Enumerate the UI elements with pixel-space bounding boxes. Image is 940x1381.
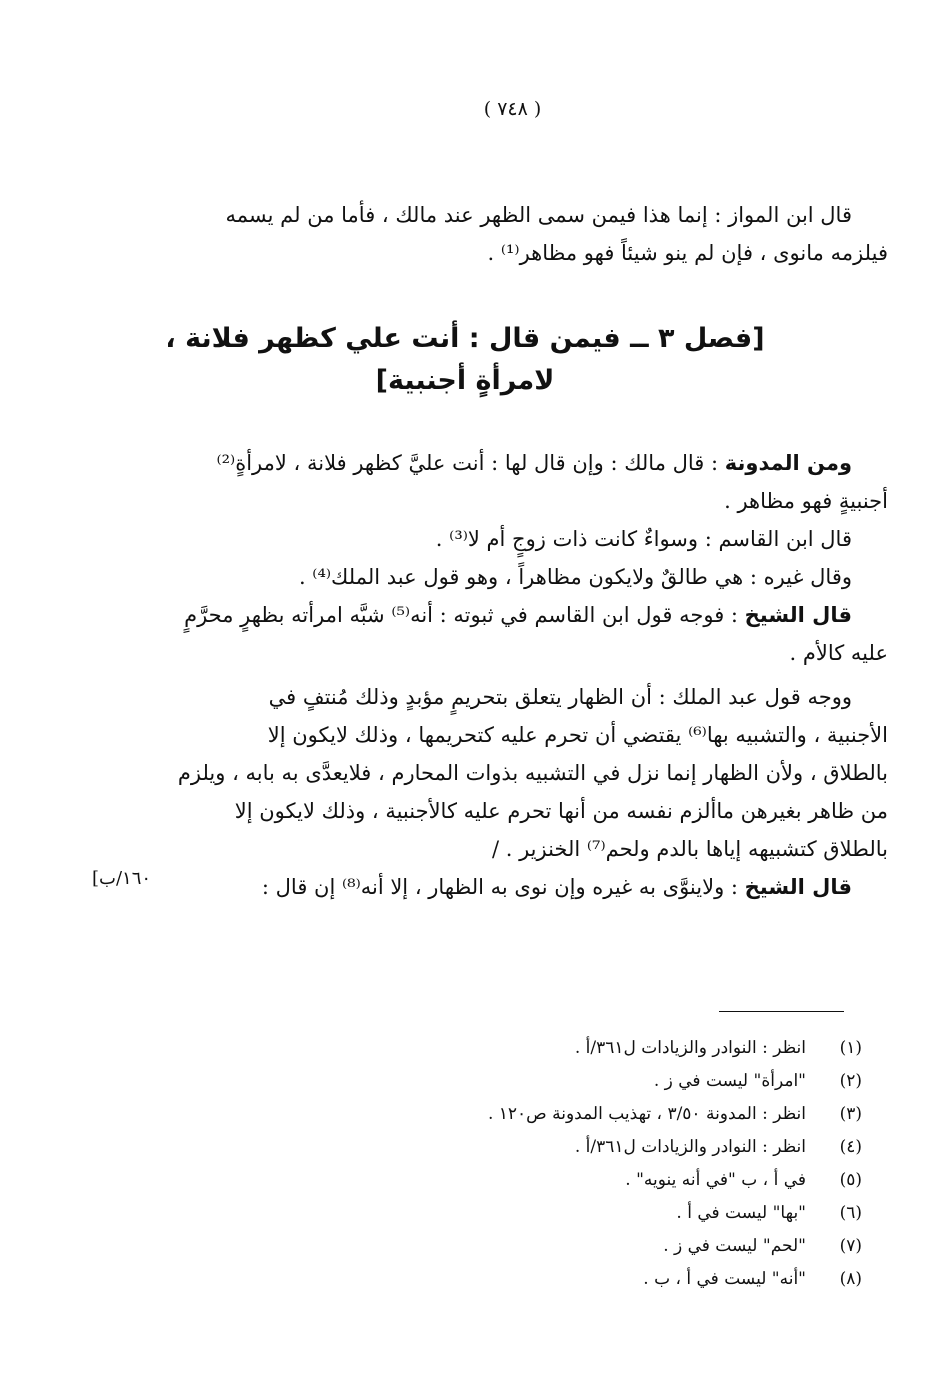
- body-line: ووجه قول عبد الملك : أن الظهار يتعلق بتحريمٍ مؤبدٍ وذلك مُنتفٍ في: [268, 685, 852, 709]
- lead-word: قال الشيخ: [744, 603, 852, 627]
- footnote: [162, 1263, 862, 1296]
- footnote-text: في أ ، ب "في أنه ينويه" .: [625, 1170, 806, 1190]
- body-line: أجنبيةٍ فهو مظاهر .: [724, 489, 888, 513]
- footnote: [162, 1164, 862, 1197]
- section-heading: [140, 318, 790, 402]
- footnote-text: "أنه" ليست في أ ، ب .: [643, 1269, 806, 1289]
- body-line: الأجنبية ، والتشبيه بها⁽⁶⁾ يقتضي أن تحرم عليه كتحريمها ، وذلك لايكون إلا: [267, 723, 888, 747]
- body-line: قال ابن القاسم : وسواءٌ كانت ذات زوجٍ أم لا⁽³⁾ .: [435, 527, 852, 551]
- footnote: [162, 1098, 862, 1131]
- body-line: [163, 596, 888, 634]
- intro-paragraph: [163, 196, 888, 272]
- footnote-number: (٦): [839, 1203, 862, 1223]
- intro-line-1: قال ابن المواز : إنما هذا فيمن سمى الظهر عند مالك ، فأما من لم يسمه: [225, 203, 852, 227]
- footnote-text: "بها" ليست في أ .: [676, 1203, 806, 1223]
- footnote-text: "لحم" ليست في ز .: [663, 1236, 806, 1256]
- manuscript-folio-note: [١٦٠/ب: [92, 868, 152, 889]
- body-text: : فوجه قول ابن القاسم في ثبوته : أنه⁽⁵⁾ شبَّه امرأته بظهرٍ محرَّمٍ: [184, 603, 745, 627]
- footnote-number: (٣): [839, 1104, 862, 1124]
- body-line: بالطلاق كتشبيهه إياها بالدم ولحم⁽⁷⁾ الخنزير . /: [491, 837, 888, 861]
- footnote: [162, 1032, 862, 1065]
- body-text: : ولاينوَّى به غيره وإن نوى به الظهار ، إلا أنه⁽⁸⁾ إن قال :: [261, 875, 745, 899]
- footnote-text: "امرأة" ليست في ز .: [653, 1071, 806, 1091]
- body-line: [163, 444, 888, 482]
- footnote: [162, 1131, 862, 1164]
- body-line: بالطلاق ، ولأن الظهار إنما نزل في التشبيه بذوات المحارم ، فلايعدَّى به بابه ، ويلزم: [177, 761, 888, 785]
- main-text: [163, 444, 888, 906]
- body-text: : قال مالك : وإن قال لها : أنت عليَّ كظهر فلانة ، لامرأةٍ⁽²⁾: [216, 451, 725, 475]
- footnote-number: (٧): [839, 1236, 862, 1256]
- body-line: من ظاهر بغيرهن ماألزم نفسه من أنها تحرم عليه كالأجنبية ، وذلك لايكون إلا: [234, 799, 888, 823]
- footnote-number: (٤): [839, 1137, 862, 1157]
- lead-word: ومن المدونة: [724, 451, 852, 475]
- footnote-divider: [719, 1011, 844, 1012]
- footnote: [162, 1230, 862, 1263]
- intro-line-2: فيلزمه مانوى ، فإن لم ينو شيئاً فهو مظاهر⁽¹⁾ .: [487, 241, 888, 265]
- footnote-text: انظر : النوادر والزيادات ل٣٦١/أ .: [574, 1038, 806, 1058]
- body-line: [163, 868, 888, 906]
- footnote: [162, 1197, 862, 1230]
- heading-line-1: [فصل ٣ ــ فيمن قال : أنت علي كظهر فلانة ،: [165, 323, 765, 354]
- body-line: وقال غيره : هي طالقٌ ولايكون مظاهراً ، وهو قول عبد الملك⁽⁴⁾ .: [298, 565, 852, 589]
- heading-line-2: لامرأةٍ أجنبية]: [375, 365, 555, 396]
- footnote-number: (١): [839, 1038, 862, 1058]
- page-number: ( ٧٤٨ ): [483, 98, 542, 120]
- footnotes: [162, 1032, 862, 1296]
- footnote: [162, 1065, 862, 1098]
- footnote-number: (٢): [839, 1071, 862, 1091]
- footnote-number: (٨): [839, 1269, 862, 1289]
- footnote-text: انظر : المدونة ٣/٥٠ ، تهذيب المدونة ص١٢٠ .: [487, 1104, 806, 1124]
- body-line: عليه كالأم .: [789, 641, 888, 665]
- lead-word: قال الشيخ: [744, 875, 852, 899]
- footnote-text: انظر : النوادر والزيادات ل٣٦١/أ .: [574, 1137, 806, 1157]
- footnote-number: (٥): [839, 1170, 862, 1190]
